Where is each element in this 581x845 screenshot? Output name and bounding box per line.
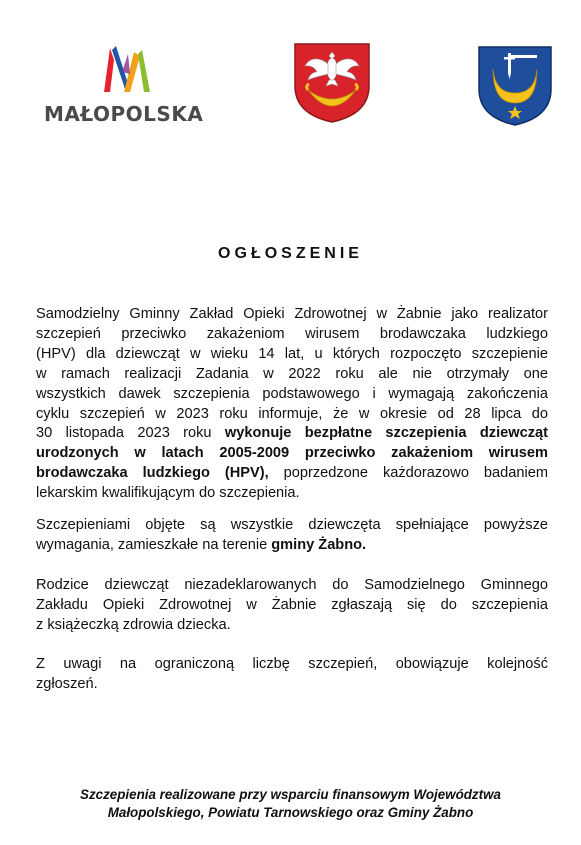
- text-line: [36, 444, 548, 464]
- text-line: [36, 464, 548, 484]
- gmina-zabno-crest: [477, 45, 553, 132]
- text-line: (HPV) dla dziewcząt w wieku 14 lat, u których rozpoczęto szczepienie: [36, 345, 548, 362]
- text-line: Z uwagi na ograniczoną liczbę szczepień, obowiązuje kolejność: [36, 656, 548, 672]
- text-line: lekarskim kwalifikującym do szczepienia.: [36, 485, 300, 502]
- bold-text: brodawczaka ludzkiego (HPV),: [36, 465, 269, 482]
- text-line: Szczepieniami objęte są wszystkie dziewczęta spełniające powyższe: [36, 517, 548, 533]
- malopolska-m-icon: [100, 44, 156, 94]
- malopolska-logo: [44, 44, 216, 128]
- text-fragment: wymagania, zamieszkałe na terenie: [36, 536, 272, 553]
- text-line: Rodzice dziewcząt niezadeklarowanych do Samodzielnego Gminnego: [36, 577, 548, 593]
- bold-text: wykonuje bezpłatne szczepienia dziewcząt: [224, 425, 548, 442]
- text-line: Samodzielny Gminny Zakład Opieki Zdrowotnej w Żabnie jako realizator: [36, 306, 548, 322]
- text-line: szczepień przeciwko zakażeniom wirusem brodawczaka ludzkiego: [36, 325, 548, 342]
- announcement-paragraph-2: [36, 516, 548, 556]
- footer-line: Szczepienia realizowane przy wsparciu finansowym Województwa: [80, 787, 501, 802]
- text-line: w ramach realizacji Zadania w 2022 roku ale nie otrzymały one: [36, 365, 548, 382]
- text-line: [36, 536, 548, 556]
- text-line: [36, 424, 548, 444]
- page-title: OGŁOSZENIE: [218, 245, 363, 262]
- bold-text: urodzonych w latach 2005-2009 przeciwko zakażeniom wirusem: [36, 445, 548, 462]
- text-line: wszystkich dawek szczepienia podstawowego i wymagają zakończenia: [36, 385, 548, 402]
- footer-line: Małopolskiego, Powiatu Tarnowskiego oraz Gminy Żabno: [107, 805, 474, 820]
- powiat-tarnowski-crest: [293, 42, 371, 129]
- announcement-paragraph-1: [36, 305, 548, 504]
- funding-footer: [0, 786, 581, 822]
- text-line: cyklu szczepień w 2023 roku informuje, że w okresie od 28 lipca do: [36, 405, 548, 422]
- text-fragment: 30 listopada 2023 roku: [36, 425, 225, 442]
- malopolska-logo-text: MAŁOPOLSKA: [44, 102, 204, 126]
- text-line: z książeczką zdrowia dziecka.: [36, 616, 231, 633]
- text-fragment: poprzedzone każdorazowo badaniem: [268, 465, 548, 482]
- text-line: Zakładu Opieki Zdrowotnej w Żabnie zgłaszają się do szczepienia: [36, 596, 548, 613]
- bold-text: gminy Żabno.: [271, 536, 367, 553]
- announcement-paragraph-3: [36, 576, 548, 636]
- text-line: zgłoszeń.: [36, 675, 98, 692]
- announcement-paragraph-4: [36, 655, 548, 695]
